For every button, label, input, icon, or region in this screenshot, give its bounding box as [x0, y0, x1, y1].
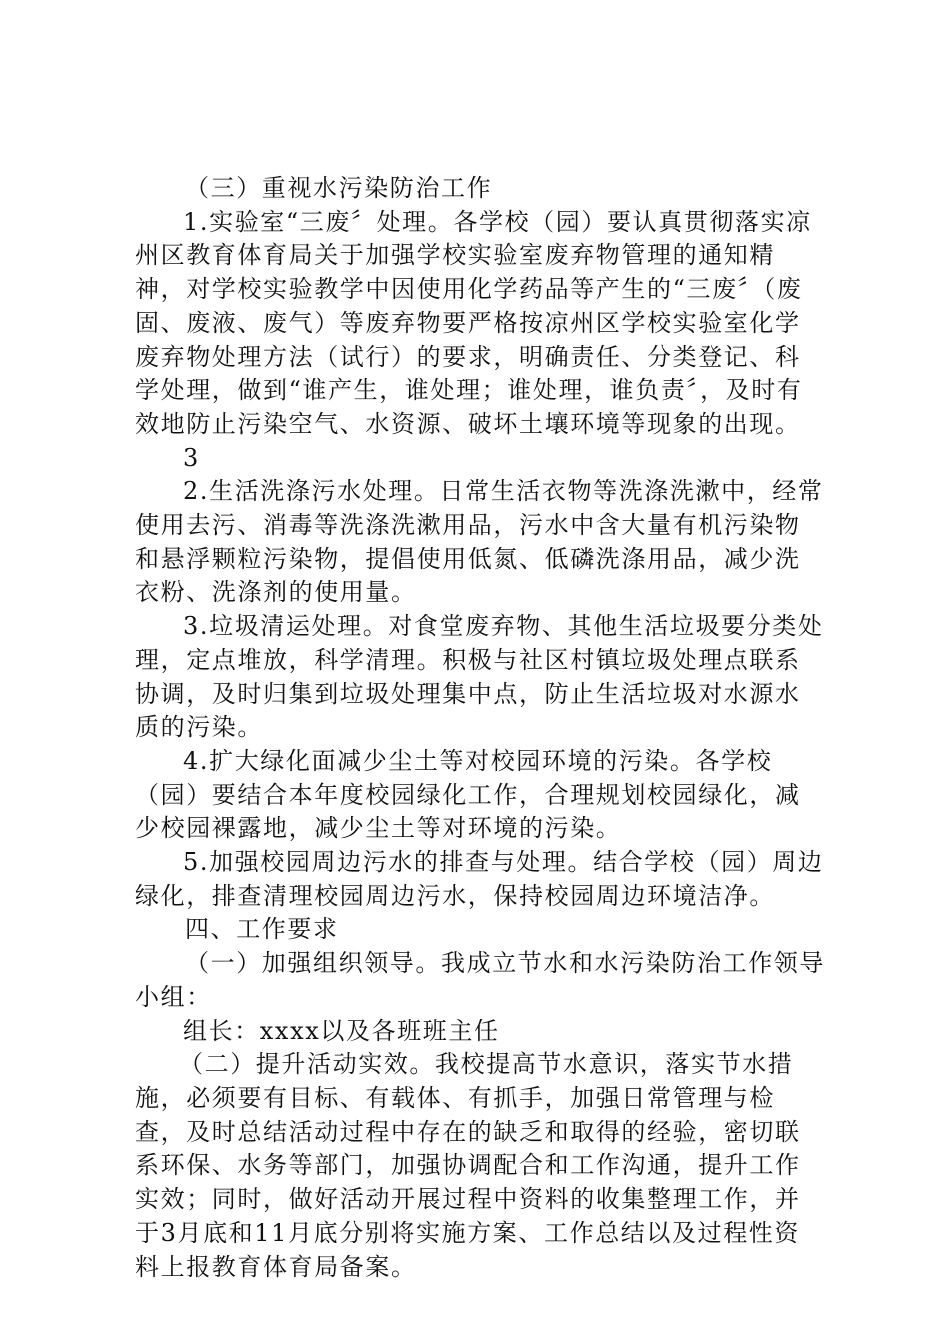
paragraph-garbage-removal: 3.垃圾清运处理。对食堂废弃物、其他生活垃圾要分类处理，定点堆放，科学清理。积极与社区村镇垃圾处理点联系协调，及时归集到垃圾处理集中点，防止生活垃圾对水源水质的污染。 — [135, 612, 824, 742]
paragraph-organization-leadership: （一）加强组织领导。我成立节水和水污染防治工作领导小组： — [135, 949, 825, 1011]
paragraph-team-leader: 组长：xxxx以及各班班主任 — [183, 1016, 500, 1045]
paragraph-lab-waste: 1.实验室“三废〞处理。各学校（园）要认真贯彻落实凉州区教育体育局关于加强学校实验室废弃物管理的通知精神，对学校实验教学中因使用化学药品等产生的“三废〞（废固、废液、废气）等废弃物要严格按凉州区学校实验室化学废弃物处理方法（试行）的要求，明确责任、分类登记、科学处理，做到“谁产生，谁处理；谁处理，谁负责〞，及时有效地防止污染空气、水资源、破坏土壤环境等现象的出现。 — [135, 207, 812, 438]
paragraph-laundry-wastewater: 2.生活洗涤污水处理。日常生活衣物等洗涤洗漱中，经常使用去污、消毒等洗涤洗漱用品，污水中含大量有机污染物和悬浮颗粒污染物，提倡使用低氮、低磷洗涤用品，减少洗衣粉、洗涤剂的使用量。 — [135, 477, 824, 607]
section-heading-water-pollution: （三）重视水污染防治工作 — [185, 174, 493, 202]
paragraph-activity-effectiveness: （二）提升活动实效。我校提高节水意识，落实节水措施，必须要有目标、有载体、有抓手，加强日常管理与检查，及时总结活动过程中存在的缺乏和取得的经验，密切联系环保、水务等部门，加强协调配合和工作沟通，提升工作实效；同时，做好活动开展过程中资料的收集整理工作，并于3月底和11月底分别将实施方案、工作总结以及过程性资料上报教育体育局备案。 — [135, 1050, 801, 1281]
section-heading-work-requirements: 四、工作要求 — [185, 915, 339, 944]
page-number: 3 — [183, 443, 200, 472]
paragraph-surrounding-sewage: 5.加强校园周边污水的排查与处理。结合学校（园）周边绿化，排查清理校园周边污水，保持校园周边环境洁净。 — [135, 848, 824, 910]
paragraph-greening: 4.扩大绿化面减少尘土等对校园环境的污染。各学校（园）要结合本年度校园绿化工作，合理规划校园绿化，减少校园裸露地，减少尘土等对环境的污染。 — [135, 746, 801, 843]
document-body — [135, 172, 825, 1284]
